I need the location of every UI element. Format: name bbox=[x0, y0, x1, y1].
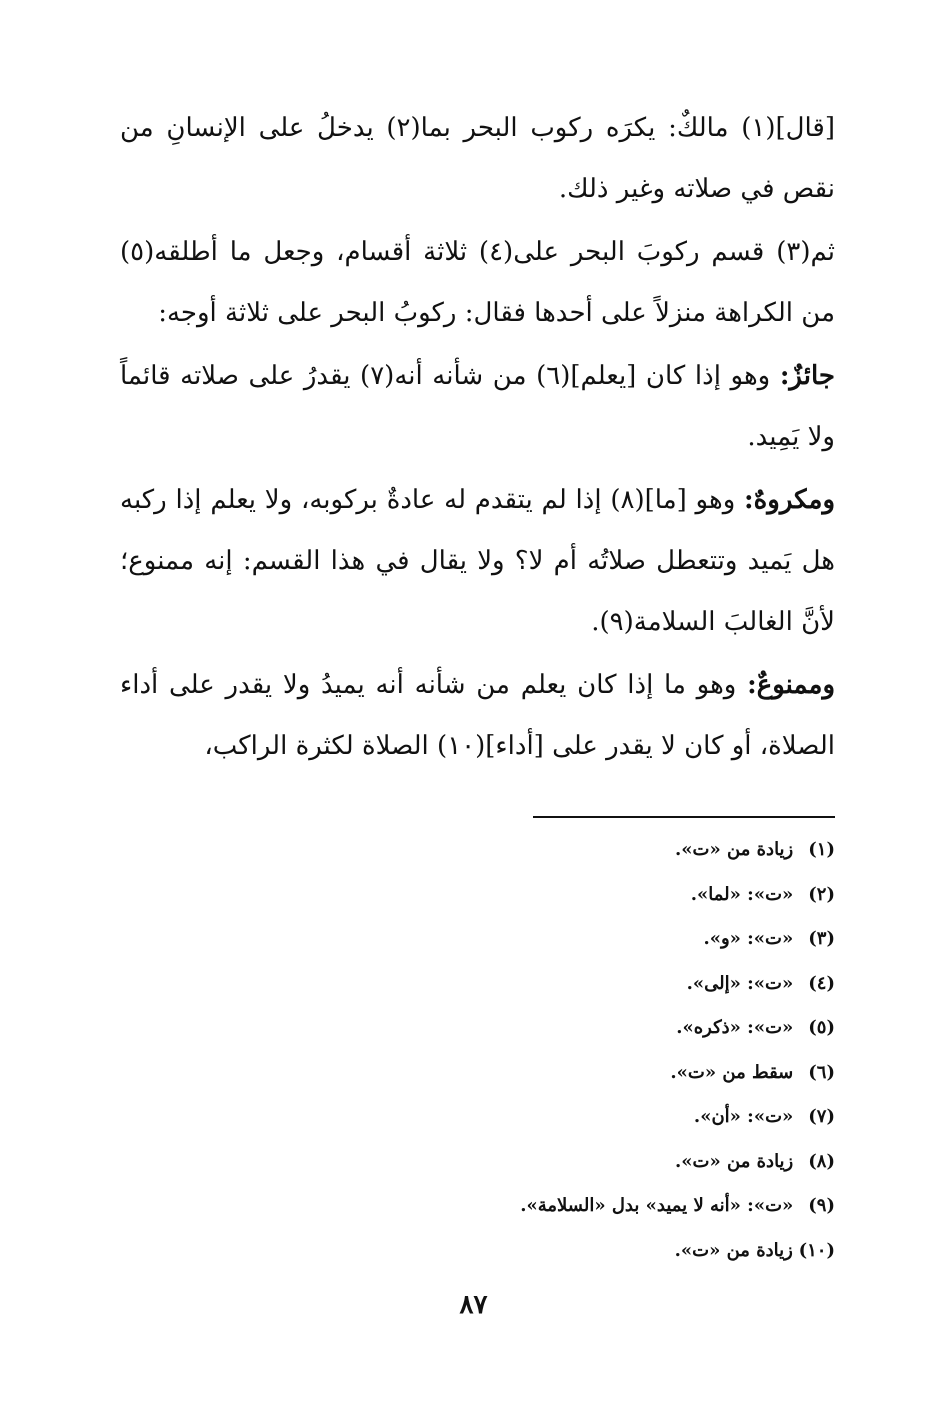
footnote-text: «ت»: «أنه لا يميد» بدل «السلامة». bbox=[520, 1195, 794, 1216]
footnote-number: (٧) bbox=[808, 1106, 835, 1127]
footnote-text: زيادة من «ت». bbox=[675, 1150, 794, 1172]
footnote-item bbox=[375, 1140, 835, 1185]
paragraph-text: وهو إذا كان [يعلم](٦) من شأنه أنه(٧) يقدرُ على صلاته قائماً ولا يَمِيد. bbox=[120, 361, 835, 452]
footnote-separator bbox=[533, 816, 835, 818]
footnote-number: (٦) bbox=[808, 1061, 835, 1083]
paragraph-text: [قال](١) مالكٌ: يكرَه ركوب البحر بما(٢) يدخلُ على الإنسانِ من نقص في صلاته وغير ذلك. bbox=[120, 113, 835, 204]
paragraph-text: ثم(٣) قسم ركوبَ البحر على(٤) ثلاثة أقسام، وجعل ما أطلقه(٥) من الكراهة منزلاً على أحدها فقال: ركوبُ البحر على ثلاثة أوجه: bbox=[120, 237, 835, 328]
footnote-text: «ت»: «لما». bbox=[690, 883, 794, 905]
paragraph-permissible bbox=[120, 346, 835, 468]
footnote-number: (١٠) bbox=[798, 1239, 835, 1261]
footnote-text: زيادة من «ت». bbox=[674, 1239, 793, 1261]
footnote-item bbox=[375, 1184, 835, 1229]
paragraph-intro bbox=[120, 98, 835, 220]
footnote-text: «ت»: «أن». bbox=[693, 1106, 794, 1127]
footnote-item bbox=[375, 1095, 835, 1140]
footnote-number: (٩) bbox=[808, 1195, 835, 1216]
term-permissible: جائزٌ: bbox=[779, 361, 835, 391]
footnote-item bbox=[375, 1006, 835, 1051]
footnote-item bbox=[375, 917, 835, 962]
page-number: ٨٧ bbox=[459, 1290, 488, 1320]
footnote-text: زيادة من «ت». bbox=[675, 839, 794, 860]
footnote-number: (٣) bbox=[808, 928, 835, 949]
paragraph-forbidden bbox=[120, 655, 835, 777]
footnote-item bbox=[375, 1229, 835, 1274]
footnote-number: (٢) bbox=[808, 883, 835, 905]
footnote-number: (٤) bbox=[808, 972, 835, 994]
footnote-text: «ت»: «إلى». bbox=[686, 972, 794, 994]
paragraph-division bbox=[120, 222, 835, 344]
footnote-text: سقط من «ت». bbox=[670, 1061, 794, 1083]
footnotes-list bbox=[375, 828, 835, 1273]
paragraph-text: وهو [ما](٨) إذا لم يتقدم له عادةٌ بركوبه، ولا يعلم إذا ركبه هل يَميد وتتعطل صلاتُه أم لا؟ ولا يقال في هذا القسم: إنه ممنوع؛ لأنَّ الغالبَ السلامة(٩). bbox=[120, 485, 835, 637]
footnote-number: (٥) bbox=[808, 1017, 835, 1038]
term-disliked: ومكروهٌ: bbox=[744, 485, 836, 515]
footnote-text: «ت»: «ذكره». bbox=[676, 1017, 794, 1038]
paragraph-disliked bbox=[120, 470, 835, 653]
footnote-number: (٨) bbox=[808, 1150, 835, 1172]
footnote-number: (١) bbox=[808, 839, 835, 860]
footnote-item bbox=[375, 873, 835, 918]
footnote-item bbox=[375, 962, 835, 1007]
footnote-item bbox=[375, 828, 835, 873]
footnote-text: «ت»: «و». bbox=[703, 928, 794, 949]
main-text bbox=[120, 98, 835, 777]
paragraph-text: وهو ما إذا كان يعلم من شأنه أنه يميدُ ولا يقدر على أداء الصلاة، أو كان لا يقدر على [أداء](١٠) الصلاة لكثرة الراكب، bbox=[120, 670, 835, 761]
footnote-item bbox=[375, 1051, 835, 1096]
term-forbidden: وممنوعٌ: bbox=[747, 670, 835, 700]
